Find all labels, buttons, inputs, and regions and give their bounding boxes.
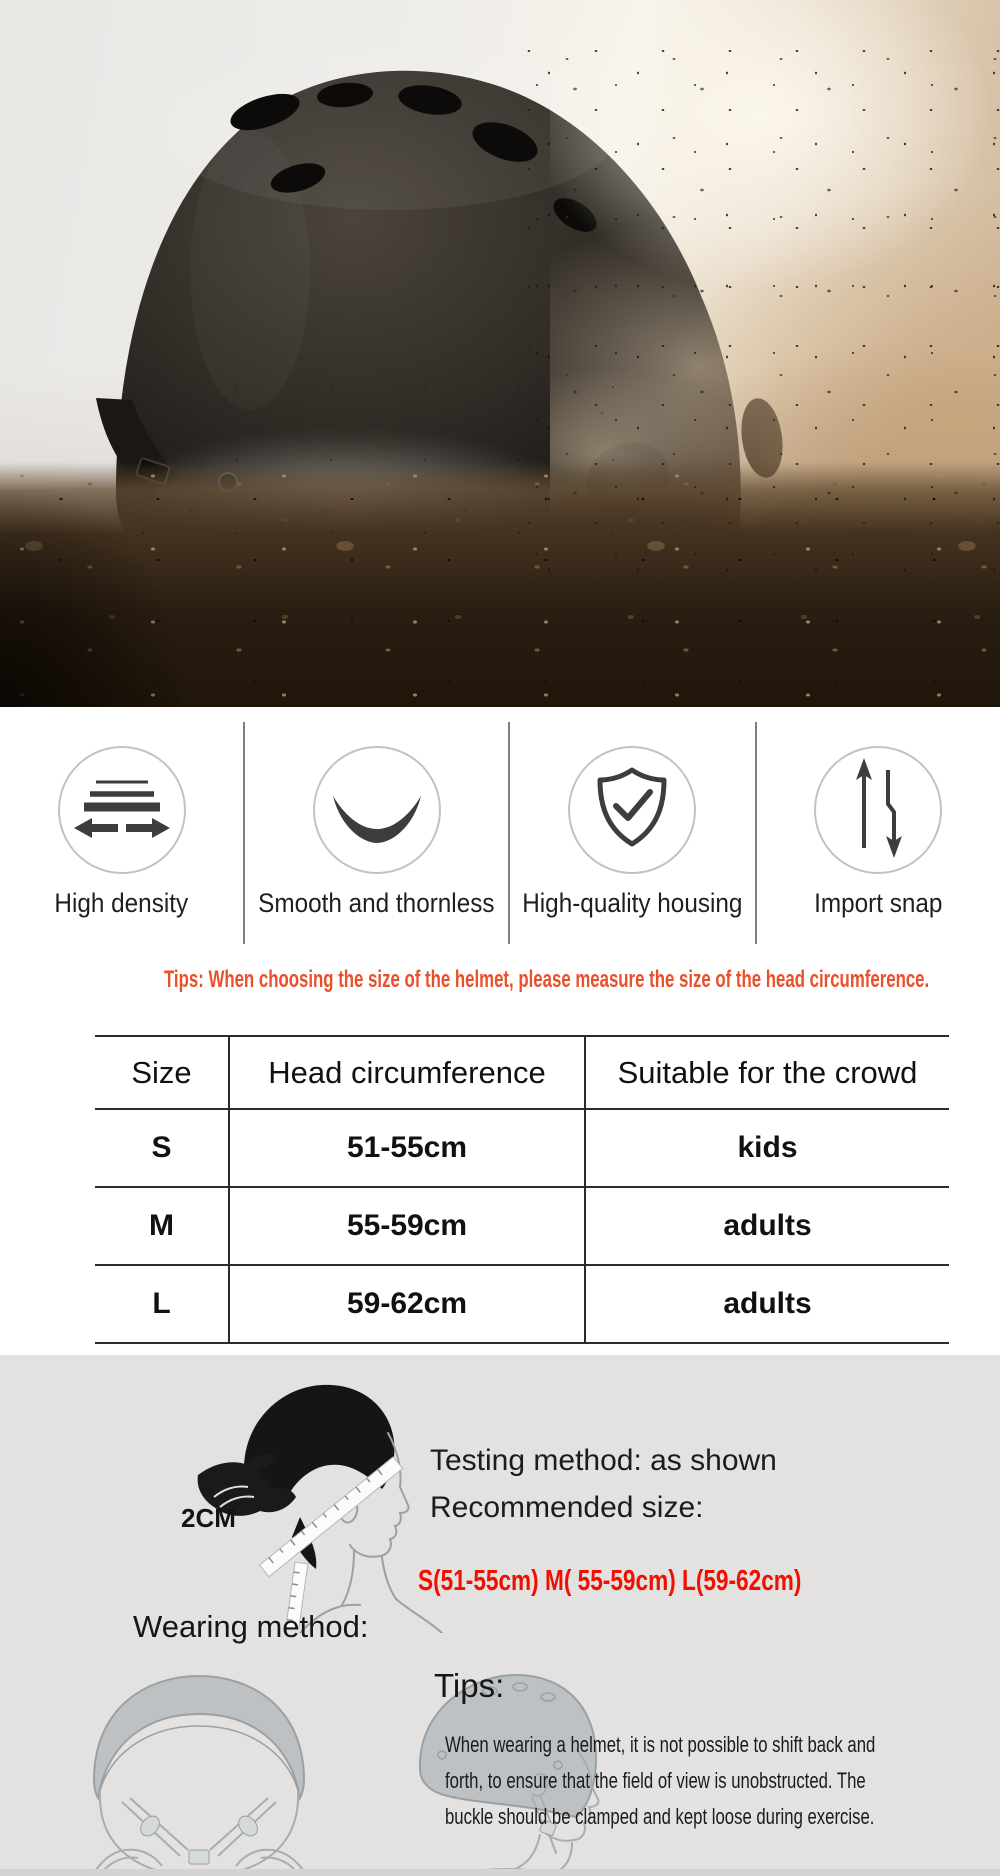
recommended-sizes-text: S(51-55cm) M( 55-59cm) L(59-62cm): [418, 1565, 802, 1597]
cell-circumference: 51-55cm: [229, 1109, 585, 1187]
tips-paragraph: [445, 1727, 990, 1835]
crescent-pad-icon: [311, 744, 443, 876]
cell-crowd: adults: [585, 1265, 949, 1343]
tips-line: buckle should be clamped and kept loose during exercise.: [445, 1804, 875, 1829]
cell-size: L: [95, 1265, 229, 1343]
feature-snap: [755, 722, 1000, 944]
recommended-size-heading: Recommended size:: [430, 1491, 704, 1524]
col-header-size: Size: [95, 1036, 229, 1109]
instruction-section: [0, 1355, 1000, 1876]
tips-line: When wearing a helmet, it is not possible to shift back and: [445, 1732, 876, 1757]
dust-particles-front: [130, 370, 670, 580]
wearing-front-illustration: [52, 1652, 347, 1876]
cell-crowd: adults: [585, 1187, 949, 1265]
col-header-circumference: Head circumference: [229, 1036, 585, 1109]
cell-size: M: [95, 1187, 229, 1265]
feature-label: High density: [54, 888, 189, 918]
col-header-crowd: Suitable for the crowd: [585, 1036, 949, 1109]
hero-photo: [0, 0, 1000, 707]
table-row: [95, 1265, 949, 1343]
cell-crowd: kids: [585, 1109, 949, 1187]
tape-offset-label: 2CM: [181, 1503, 236, 1533]
cell-circumference: 59-62cm: [229, 1265, 585, 1343]
table-row: [95, 1187, 949, 1265]
tips-line: forth, to ensure that the field of view is unobstructed. The: [445, 1768, 866, 1793]
size-table: [95, 1035, 949, 1344]
feature-high-density: [0, 722, 243, 944]
feature-label: Smooth and thornless: [258, 888, 495, 918]
feature-smooth: [243, 722, 508, 944]
feature-label: High-quality housing: [522, 888, 743, 918]
cell-circumference: 55-59cm: [229, 1187, 585, 1265]
tips-heading: Tips:: [434, 1667, 505, 1704]
wearing-method-heading: Wearing method:: [133, 1609, 369, 1644]
shield-check-icon: [566, 744, 698, 876]
feature-housing: [508, 722, 755, 944]
density-arrows-icon: [56, 744, 188, 876]
table-row: [95, 1109, 949, 1187]
testing-method-text: Testing method: as shown: [430, 1444, 777, 1477]
cell-size: S: [95, 1109, 229, 1187]
snap-arrows-icon: [812, 744, 944, 876]
feature-row: [0, 722, 1000, 944]
feature-label: Import snap: [814, 888, 943, 918]
size-tip-text: Tips: When choosing the size of the helmet, please measure the size of the head circumference.: [163, 966, 930, 993]
size-table-header-row: [95, 1036, 949, 1109]
